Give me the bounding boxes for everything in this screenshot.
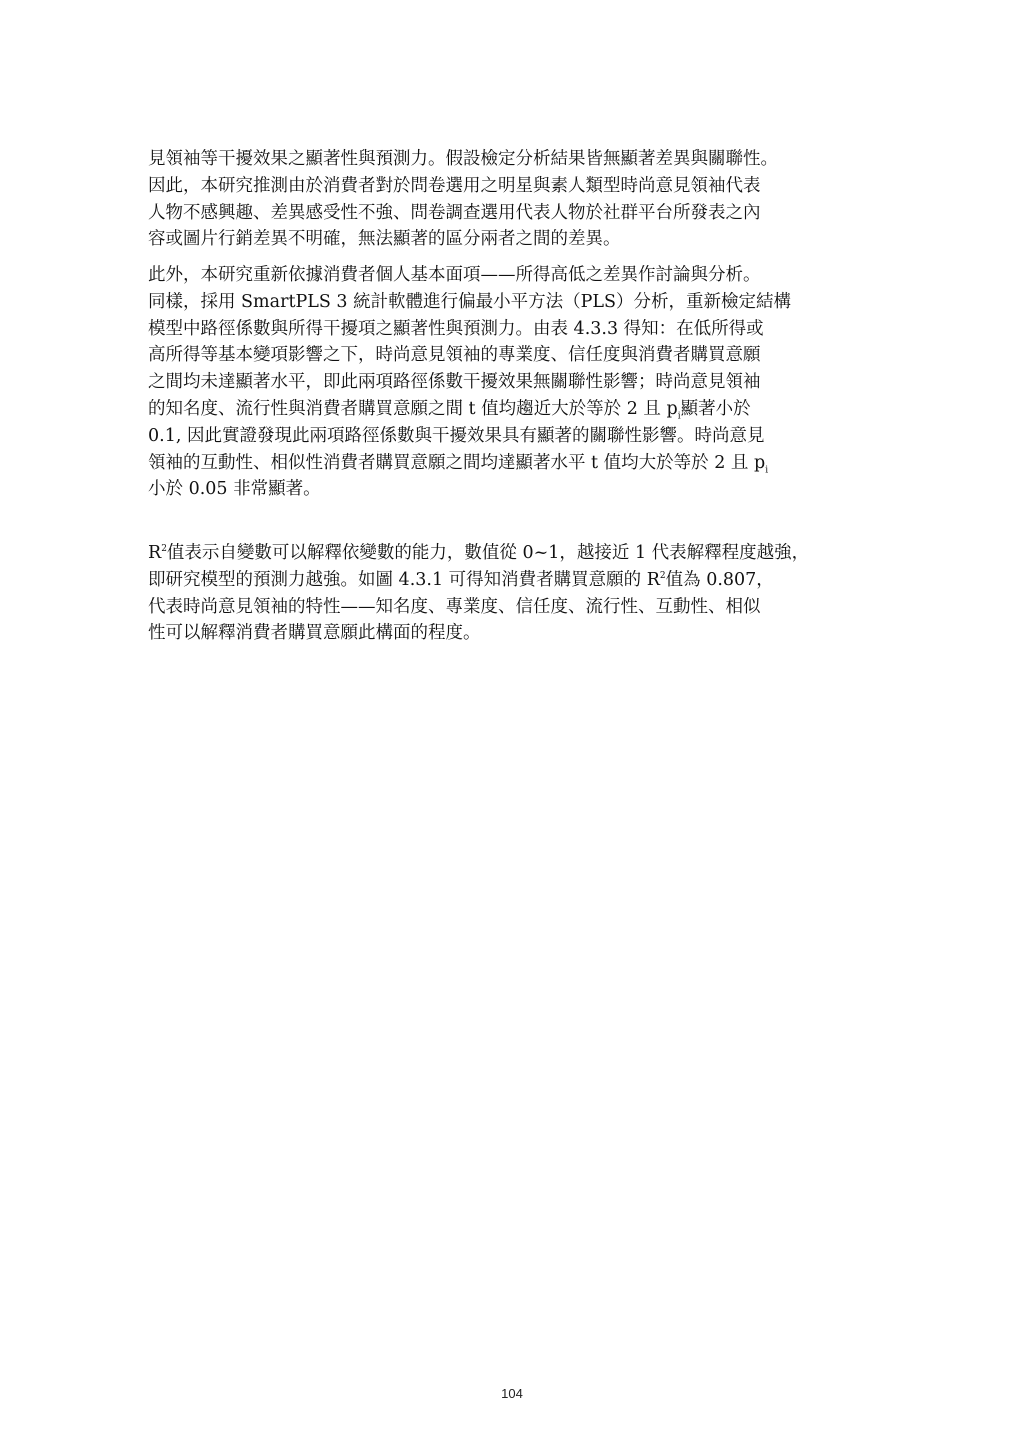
text-line-with-superscript (148, 540, 908, 567)
text-line: 之間均未達顯著水平，即此兩項路徑係數干擾效果無關聯性影響；時尚意見領袖 (148, 372, 761, 393)
subscript: i (677, 411, 681, 422)
text-line: 見領袖等干擾效果之顯著性與預測力。假設檢定分析結果皆無顯著差異與關聯性。 (148, 149, 778, 169)
text-line-with-subscript (148, 450, 908, 477)
text-line-with-subscript (148, 396, 908, 423)
subscript: i (765, 465, 769, 476)
text-line: 性可以解釋消費者購買意願此構面的程度。 (148, 623, 481, 644)
superscript: 2 (161, 544, 167, 555)
text-line: 小於 0.05 非常顯著。 (148, 479, 321, 500)
text-line: 容或圖片行銷差異不明確，無法顯著的區分兩者之間的差異。 (148, 229, 621, 250)
text-segment: R (148, 543, 162, 563)
superscript: 2 (659, 570, 666, 581)
text-line: 因此，本研究推測由於消費者對於問卷選用之明星與素人類型時尚意見領袖代表 (148, 175, 761, 196)
text-segment: 值為 0.807， (665, 569, 774, 590)
text-segment: 領袖的互動性、相似性消費者購買意願之間均達顯著水平 t 值均大於等於 2 且 p (148, 452, 766, 473)
text-line-with-superscript (148, 567, 908, 594)
text-segment: 的知名度、流行性與消費者購買意願之間 t 值均趨近大於等於 2 且 p (148, 398, 678, 419)
text-line: 此外，本研究重新依據消費者個人基本面項——所得高低之差異作討論與分析。 (148, 265, 761, 285)
text-line: 0.1, 因此實證發現此兩項路徑係數與干擾效果具有顯著的關聯性影響。時尚意見 (148, 425, 765, 446)
page-number: 104 (501, 1386, 523, 1401)
paragraph-2 (148, 262, 908, 503)
text-segment: 值表示自變數可以解釋依變數的能力，數值從 0~1，越接近 1 代表解釋程度越強， (166, 543, 810, 563)
text-segment: 即研究模型的預測力越強。如圖 4.3.1 可得知消費者購買意願的 R (148, 569, 660, 590)
paragraph-3 (148, 540, 908, 647)
text-segment: 顯著小於 (680, 398, 751, 419)
text-line: 高所得等基本變項影響之下，時尚意見領袖的專業度、信任度與消費者購買意願 (148, 345, 761, 366)
text-line: 模型中路徑係數與所得干擾項之顯著性與預測力。由表 4.3.3 得知：在低所得或 (148, 318, 764, 339)
text-line: 代表時尚意見領袖的特性——知名度、專業度、信任度、流行性、互動性、相似 (148, 596, 761, 617)
text-line: 同樣，採用 SmartPLS 3 統計軟體進行偏最小平方法（PLS）分析，重新檢定結構 (148, 291, 792, 312)
text-line: 人物不感興趣、差異感受性不強、問卷調查選用代表人物於社群平台所發表之內 (148, 202, 761, 223)
paragraph-1 (148, 146, 908, 253)
